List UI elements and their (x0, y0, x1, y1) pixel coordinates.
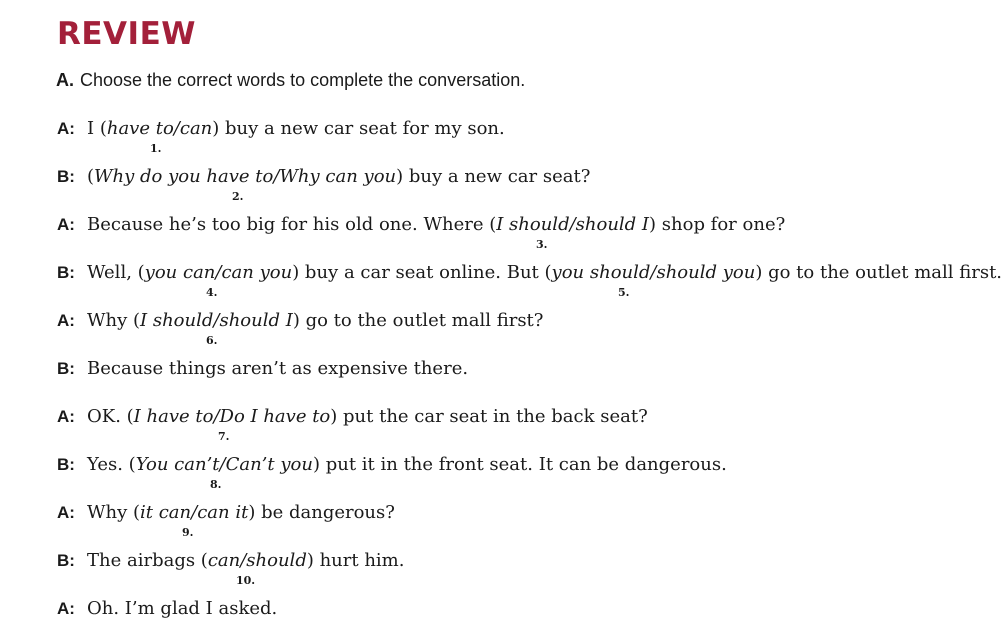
line-text: ) put the car seat in the back seat? (330, 406, 648, 427)
dialogue-line (57, 310, 543, 331)
dialogue-line (57, 406, 648, 427)
line-text: I ( (87, 118, 107, 139)
line-text: Well, ( (87, 262, 145, 283)
dialogue-line (57, 358, 468, 379)
line-text: Why ( (87, 310, 141, 331)
item-number: 6. (206, 334, 218, 347)
line-text: ) buy a new car seat? (396, 166, 591, 187)
item-number: 1. (150, 142, 162, 155)
speaker-label: A: (57, 407, 75, 426)
item-number: 2. (232, 190, 244, 203)
answer-choice[interactable]: can/should (207, 550, 307, 571)
line-text: ) put it in the front seat. It can be dangerous. (312, 454, 727, 475)
answer-choice[interactable]: you can/can you (144, 262, 293, 283)
line-text: Oh. I’m glad I asked. (87, 598, 278, 619)
speaker-label: A: (57, 503, 75, 522)
instruction-text: Choose the correct words to complete the conversation. (80, 70, 526, 90)
speaker-label: A: (57, 311, 75, 330)
answer-choice[interactable]: have to/can (106, 118, 213, 139)
section-title: REVIEW (57, 16, 196, 52)
speaker-label: B: (57, 359, 75, 378)
line-text: OK. ( (87, 406, 134, 427)
answer-choice[interactable]: I should/should I (496, 214, 650, 235)
line-text: Yes. ( (87, 454, 136, 475)
exercise-instruction (56, 70, 525, 91)
dialogue-line (57, 550, 404, 571)
line-text: ) go to the outlet mall first? (292, 310, 544, 331)
item-number: 5. (618, 286, 630, 299)
speaker-label: B: (57, 551, 75, 570)
answer-choice[interactable]: I should/should I (140, 310, 293, 331)
line-text: ( (87, 166, 95, 187)
dialogue-line (57, 454, 727, 475)
speaker-label: B: (57, 167, 75, 186)
line-text: Because things aren’t as expensive there. (87, 358, 469, 379)
line-text: ) shop for one? (649, 214, 786, 235)
line-text: ) be dangerous? (248, 502, 395, 523)
line-text: Why ( (87, 502, 141, 523)
line-text: The airbags ( (87, 550, 208, 571)
item-number: 3. (536, 238, 548, 251)
dialogue-line (57, 262, 1002, 283)
answer-choice[interactable]: you should/should you (551, 262, 756, 283)
item-number: 9. (182, 526, 194, 539)
item-number: 10. (236, 574, 256, 587)
line-text: Because he’s too big for his old one. Where ( (87, 214, 497, 235)
dialogue-line (57, 214, 785, 235)
answer-choice[interactable]: Why do you have to/Why can you (94, 166, 397, 187)
answer-choice[interactable]: I have to/Do I have to (133, 406, 331, 427)
item-number: 4. (206, 286, 218, 299)
speaker-label: A: (57, 119, 75, 138)
dialogue-line (57, 166, 590, 187)
speaker-label: B: (57, 263, 75, 282)
line-text: ) go to the outlet mall first. (755, 262, 1002, 283)
dialogue-line (57, 502, 395, 523)
dialogue-line (57, 118, 505, 139)
speaker-label: A: (57, 599, 75, 618)
speaker-label: B: (57, 455, 75, 474)
item-number: 8. (210, 478, 222, 491)
exercise-letter: A. (56, 70, 74, 90)
speaker-label: A: (57, 215, 75, 234)
line-text: ) buy a new car seat for my son. (212, 118, 505, 139)
line-text: ) buy a car seat online. But ( (292, 262, 552, 283)
item-number: 7. (218, 430, 230, 443)
dialogue-line (57, 598, 277, 619)
answer-choice[interactable]: You can’t/Can’t you (135, 454, 313, 475)
line-text: ) hurt him. (306, 550, 405, 571)
answer-choice[interactable]: it can/can it (140, 502, 249, 523)
